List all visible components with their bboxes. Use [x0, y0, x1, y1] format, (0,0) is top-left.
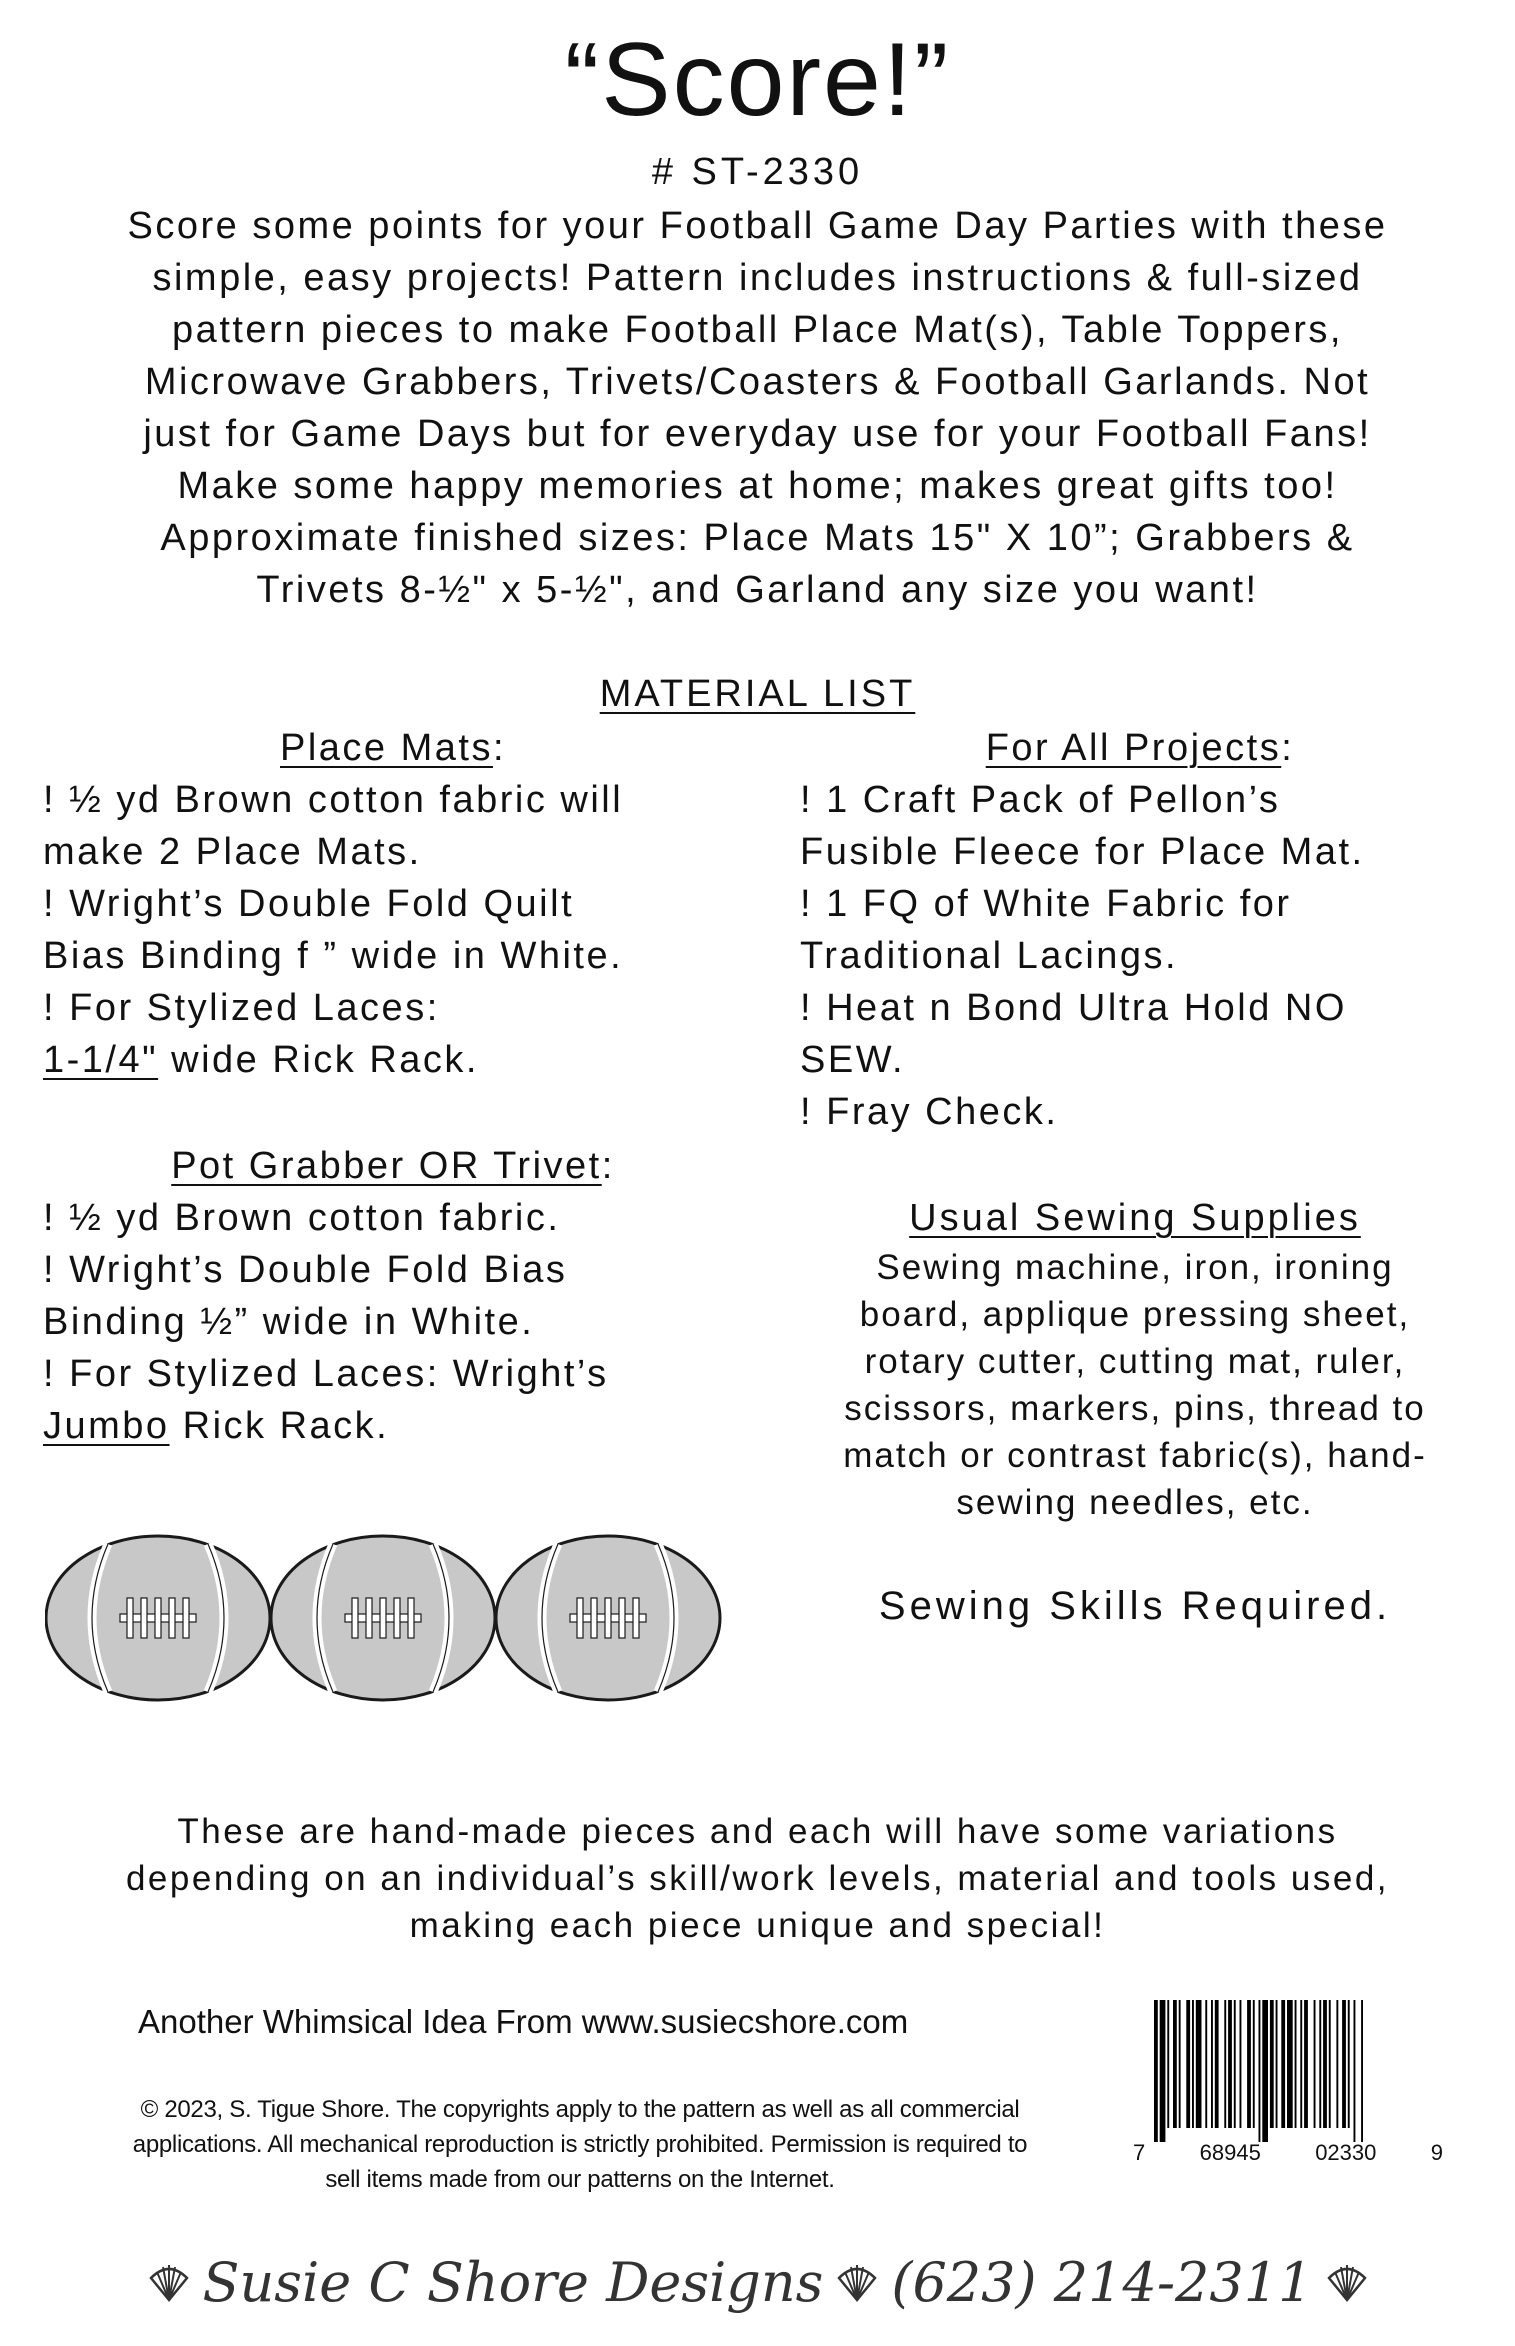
list-item-rest: Rick Rack. [169, 1405, 390, 1447]
barcode-bar [1361, 2000, 1363, 2142]
barcode-bar [1196, 2000, 1202, 2128]
intro-description [40, 200, 1475, 616]
all-projects-heading [800, 722, 1480, 774]
barcode-bar [1342, 2000, 1346, 2128]
barcode-digit-group: 02330 [1315, 2140, 1377, 2165]
list-item [43, 1034, 743, 1086]
disclaimer-line: These are hand-made pieces and each will have some variations [177, 1812, 1338, 1851]
list-item: ! For Stylized Laces: Wright’s [43, 1353, 609, 1395]
barcode [1150, 2000, 1430, 2147]
usual-supplies-heading [790, 1192, 1480, 1244]
list-item: Traditional Lacings. [800, 935, 1179, 977]
barcode-bar [1247, 2000, 1251, 2128]
football-garland-svg [45, 1528, 735, 1708]
list-item [43, 1400, 743, 1452]
phone-number: (623) 214-2311 [891, 2250, 1313, 2314]
barcode-bar [1167, 2000, 1169, 2128]
list-item: Bias Binding f ” wide in White. [43, 935, 624, 977]
list-item: ! Heat n Bond Ultra Hold NO [800, 987, 1347, 1029]
intro-line: simple, easy projects! Pattern includes instructions & full-sized [152, 257, 1363, 299]
barcode-bar [1295, 2000, 1297, 2128]
barcode-bar [1173, 2000, 1177, 2128]
jumbo-label: Jumbo [43, 1405, 170, 1447]
heading-colon: : [1281, 727, 1295, 769]
supplies-line: sewing needles, etc. [956, 1483, 1314, 1522]
intro-line: Score some points for your Football Game Day Parties with these [127, 205, 1388, 247]
intro-line: pattern pieces to make Football Place Mat(s), Table Toppers, [172, 309, 1343, 351]
page-title: “Score!” [564, 22, 951, 138]
usual-supplies-section [790, 1192, 1480, 1526]
intro-line: Trivets 8-½" x 5-½", and Garland any size you want! [256, 569, 1259, 611]
barcode-bar [1329, 2000, 1331, 2128]
barcode-bar [1224, 2000, 1226, 2128]
barcode-bar [1276, 2000, 1278, 2128]
copyright-line: © 2023, S. Tigue Shore. The copyrights apply to the pattern as well as all commercial [140, 2096, 1020, 2123]
place-mats-heading-text: Place Mats [279, 727, 493, 769]
barcode-bar [1300, 2000, 1302, 2128]
list-item: ! ½ yd Brown cotton fabric will [43, 779, 624, 821]
barcode-bar [1314, 2000, 1316, 2128]
heading-colon: : [601, 1145, 615, 1187]
barcode-bar [1259, 2000, 1261, 2142]
barcode-bar [1287, 2000, 1293, 2128]
barcode-bar [1323, 2000, 1327, 2128]
pot-grabber-heading [43, 1140, 743, 1192]
barcode-bar [1240, 2000, 1242, 2128]
barcode-bar [1319, 2000, 1321, 2128]
copyright-line: applications. All mechanical reproduction is strictly prohibited. Permission is required to [132, 2131, 1028, 2158]
barcode-bar [1354, 2000, 1356, 2142]
list-item: ! Wright’s Double Fold Quilt [43, 883, 575, 925]
barcode-bar [1179, 2000, 1181, 2128]
barcode-bar [1253, 2000, 1255, 2128]
list-item: ! 1 FQ of White Fabric for [800, 883, 1292, 925]
handmade-disclaimer [40, 1808, 1475, 1949]
copyright-notice [40, 2092, 1120, 2197]
barcode-digit-group: 68945 [1199, 2140, 1261, 2165]
intro-line: just for Game Days but for everyday use for your Football Fans! [143, 413, 1372, 455]
barcode-bar [1154, 2000, 1158, 2142]
website-credit: Another Whimsical Idea From www.susiecshore.com [138, 2003, 909, 2040]
barcode-bar [1186, 2000, 1190, 2128]
usual-supplies-heading-text: Usual Sewing Supplies [909, 1197, 1361, 1239]
brand-name: Susie C Shore Designs [202, 2250, 824, 2314]
footer-brand-line [0, 2242, 1515, 2322]
intro-line: Approximate finished sizes: Place Mats 15" X 10”; Grabbers & [160, 517, 1355, 559]
list-item: make 2 Place Mats. [43, 831, 422, 873]
skills-required: Sewing Skills Required. [878, 1584, 1392, 1628]
barcode-bar [1228, 2000, 1232, 2128]
all-projects-heading-text: For All Projects [985, 727, 1282, 769]
barcode-bar [1234, 2000, 1236, 2128]
intro-line: Make some happy memories at home; makes great gifts too! [177, 465, 1338, 507]
barcode-bar [1336, 2000, 1338, 2128]
barcode-bar [1348, 2000, 1350, 2128]
pattern-number: # ST-2330 [651, 151, 864, 193]
list-item-rest: wide Rick Rack. [158, 1039, 479, 1081]
disclaimer-line: making each piece unique and special! [409, 1906, 1106, 1945]
supplies-line: match or contrast fabric(s), hand- [843, 1436, 1427, 1475]
football-icon [271, 1536, 495, 1700]
barcode-digit-group: 7 [1133, 2140, 1146, 2165]
list-item: Fusible Fleece for Place Mat. [800, 831, 1365, 873]
place-mats-heading [43, 722, 743, 774]
material-list-heading [0, 670, 1515, 718]
barcode-number [1133, 2140, 1443, 2166]
usual-supplies-list [790, 1244, 1480, 1526]
place-mats-section [43, 722, 743, 1086]
barcode-bar [1160, 2000, 1166, 2142]
barcode-bar [1304, 2000, 1308, 2128]
supplies-line: scissors, markers, pins, thread to [844, 1389, 1426, 1428]
intro-line: Microwave Grabbers, Trivets/Coasters & Football Garlands. Not [144, 361, 1371, 403]
barcode-bar [1211, 2000, 1213, 2128]
barcode-bar [1262, 2000, 1268, 2142]
pot-grabber-section [43, 1140, 743, 1452]
barcode-bar [1270, 2000, 1274, 2128]
list-item: ! For Stylized Laces: [43, 987, 440, 1029]
shell-icon [147, 2260, 191, 2304]
rick-rack-size: 1-1/4" [43, 1039, 159, 1081]
football-icon [46, 1536, 270, 1700]
football-garland-illustration [45, 1528, 735, 1713]
copyright-line: sell items made from our patterns on the Internet. [325, 2166, 835, 2193]
shell-icon [1325, 2260, 1369, 2304]
list-item: Binding ½” wide in White. [43, 1301, 535, 1343]
list-item: ! 1 Craft Pack of Pellon’s [800, 779, 1281, 821]
supplies-line: Sewing machine, iron, ironing [876, 1248, 1394, 1287]
all-projects-section [800, 722, 1480, 1138]
list-item: ! Wright’s Double Fold Bias [43, 1249, 568, 1291]
shell-icon [835, 2260, 879, 2304]
list-item: ! Fray Check. [800, 1091, 1059, 1133]
barcode-bar [1215, 2000, 1219, 2128]
list-item: SEW. [800, 1039, 906, 1081]
barcode-bar [1192, 2000, 1194, 2128]
barcode-digit-group: 9 [1430, 2140, 1443, 2165]
list-item: ! ½ yd Brown cotton fabric. [43, 1197, 561, 1239]
material-list-heading-text: MATERIAL LIST [599, 673, 916, 715]
pot-grabber-heading-text: Pot Grabber OR Trivet [171, 1145, 602, 1187]
supplies-line: board, applique pressing sheet, [859, 1295, 1411, 1334]
heading-colon: : [492, 727, 507, 769]
disclaimer-line: depending on an individual’s skill/work levels, material and tools used, [125, 1859, 1390, 1898]
barcode-bar [1281, 2000, 1285, 2128]
football-icon [496, 1536, 720, 1700]
barcode-bars [1150, 2000, 1430, 2142]
barcode-bar [1205, 2000, 1207, 2128]
supplies-line: rotary cutter, cutting mat, ruler, [864, 1342, 1406, 1381]
